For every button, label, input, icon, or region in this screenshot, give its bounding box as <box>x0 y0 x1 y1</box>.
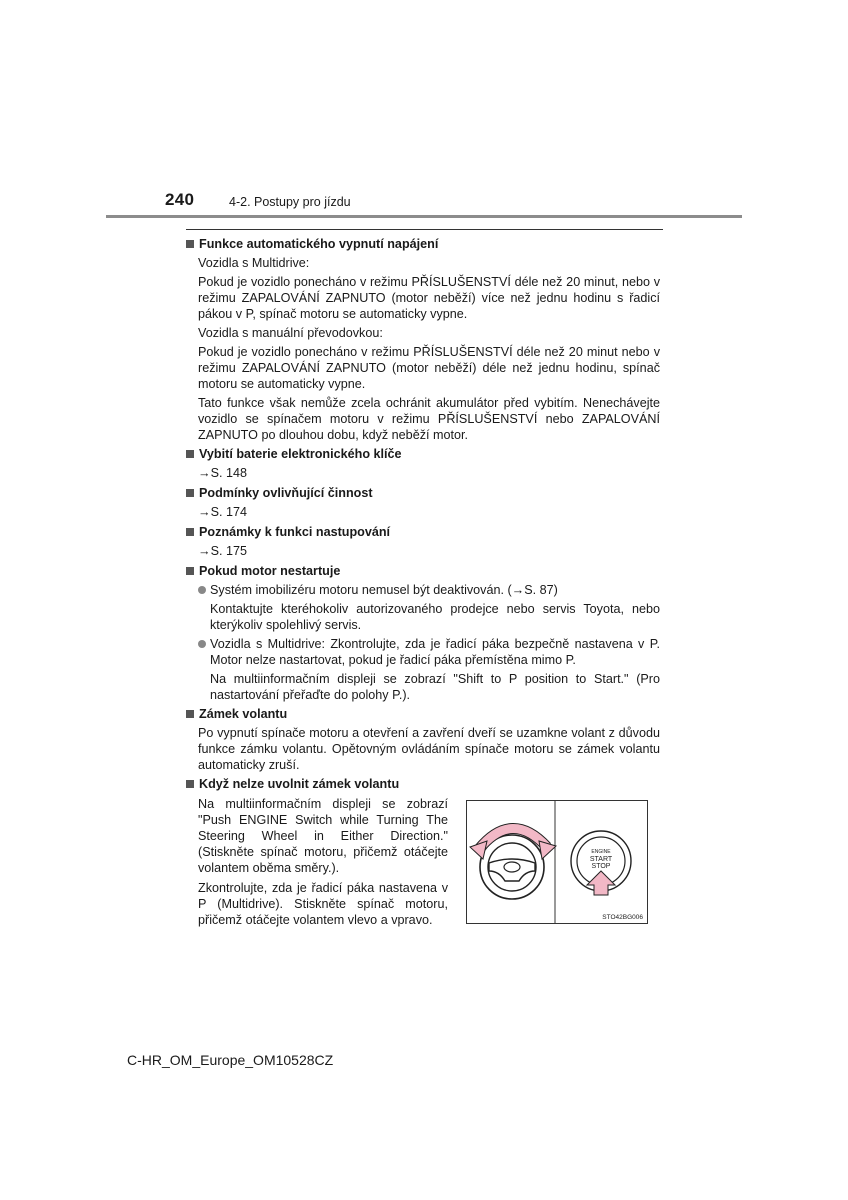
section-heading: Zámek volantu <box>184 706 660 722</box>
button-label-stop: STOP <box>591 863 611 870</box>
page-reference-link[interactable]: →S. 174 <box>198 505 248 519</box>
steering-engine-figure <box>466 800 648 924</box>
figure-text <box>198 796 448 932</box>
section-heading: Pokud motor nestartuje <box>184 563 660 579</box>
square-bullet-icon <box>186 240 194 248</box>
paragraph: Vozidla s manuální převodovkou: <box>198 326 383 340</box>
section-heading: Poznámky k funkci nastupování <box>184 524 660 540</box>
page-number: 240 <box>165 190 195 209</box>
section-title: 4-2. Postupy pro jízdu <box>229 195 351 209</box>
square-bullet-icon <box>186 450 194 458</box>
footer-code: C-HR_OM_Europe_OM10528CZ <box>127 1052 334 1068</box>
square-bullet-icon <box>186 489 194 497</box>
content-rule <box>186 229 663 230</box>
circle-bullet-icon <box>198 586 206 594</box>
paragraph: Pokud je vozidlo ponecháno v režimu PŘÍSLUŠENSTVÍ déle než 20 minut, nebo v režimu ZAPALOVÁNÍ ZAPNUTO (motor neběží) více než jednu hodinu s řadicí pákou v P, spínač motoru se automaticky vypne. <box>198 275 660 321</box>
square-bullet-icon <box>186 567 194 575</box>
button-label-engine: ENGINE <box>591 849 611 855</box>
list-item-continuation: Na multiinformačním displeji se zobrazí "Shift to P position to Start." (Pro nastartování přeřaďte do polohy P.). <box>210 672 660 702</box>
page-reference-link[interactable]: →S. 148 <box>198 466 248 480</box>
square-bullet-icon <box>186 710 194 718</box>
section-heading: Podmínky ovlivňující činnost <box>184 485 660 501</box>
header-rule <box>106 215 742 218</box>
figure-id: STO42BG006 <box>602 914 643 921</box>
circle-bullet-icon <box>198 640 206 648</box>
paragraph: Pokud je vozidlo ponecháno v režimu PŘÍSLUŠENSTVÍ déle než 20 minut nebo v režimu ZAPALOVÁNÍ ZAPNUTO (motor neběží) déle než jednu hodinu, spínač motoru se automaticky vypne. <box>198 345 660 391</box>
square-bullet-icon <box>186 528 194 536</box>
section-heading: Funkce automatického vypnutí napájení <box>184 236 660 252</box>
list-item: Vozidla s Multidrive: Zkontrolujte, zda je řadicí páka bezpečně nastavena v P. Motor nelze nastartovat, pokud je řadicí páka přemístěna mimo P. <box>198 636 660 668</box>
list-item-continuation: Kontaktujte kteréhokoliv autorizovaného prodejce nebo servis Toyota, nebo kterýkoliv spolehlivý servis. <box>210 602 660 632</box>
section-heading: Vybití baterie elektronického klíče <box>184 446 660 462</box>
figure-illustration <box>467 801 647 923</box>
paragraph: Zkontrolujte, zda je řadicí páka nastavena v P (Multidrive). Stiskněte spínač motoru, přičemž otáčejte volantem vlevo a vpravo. <box>198 881 448 927</box>
button-label-start: START <box>589 856 613 863</box>
paragraph: Na multiinformačním displeji se zobrazí "Push ENGINE Switch while Turning The Steering Wheel in Either Direction." (Stiskněte spínač motoru, přičemž otáčejte volantem oběma směry.). <box>198 797 448 875</box>
square-bullet-icon <box>186 780 194 788</box>
section-heading: Když nelze uvolnit zámek volantu <box>184 776 660 792</box>
paragraph: Tato funkce však nemůže zcela ochránit akumulátor před vybitím. Nenechávejte vozidlo se spínačem motoru v režimu PŘÍSLUŠENSTVÍ nebo ZAPALOVÁNÍ ZAPNUTO po dlouhou dobu, když neběží motor. <box>198 396 660 442</box>
page-reference-link[interactable]: →S. 175 <box>198 544 248 558</box>
list-item: Systém imobilizéru motoru nemusel být deaktivován. (→S. 87) <box>198 582 660 598</box>
paragraph: Vozidla s Multidrive: <box>198 256 310 270</box>
paragraph: Po vypnutí spínače motoru a otevření a zavření dveří se uzamkne volant z důvodu funkce zámku volantu. Opětovným ovládáním spínače motoru se zámek volantu automaticky zruší. <box>198 726 660 772</box>
